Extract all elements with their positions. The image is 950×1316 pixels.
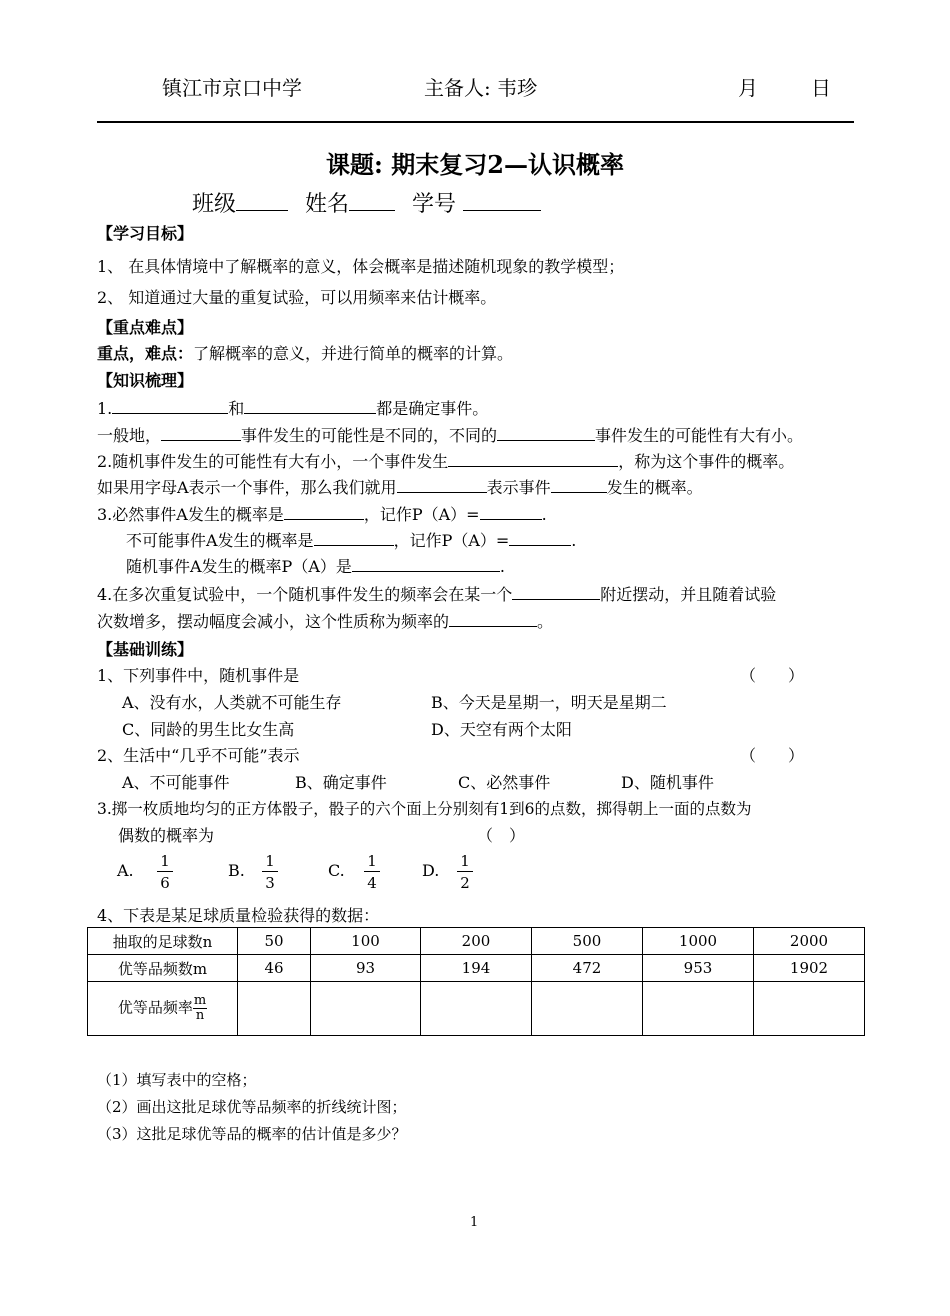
q3-fb-den: 3 — [265, 874, 275, 892]
m-cell: 194 — [421, 955, 532, 982]
k3a-text-a: 3.必然事件A发生的概率是 — [97, 505, 284, 524]
k1-blank-2[interactable] — [244, 397, 376, 414]
school-name: 镇江市京口中学 — [162, 76, 302, 100]
q1-option-b: B、今天是星期一，明天是星期二 — [431, 693, 667, 712]
k3b-text-c: . — [571, 531, 577, 550]
q3-fc-num: 1 — [364, 851, 380, 872]
row-label-frequency — [88, 982, 238, 1036]
frac-m: m — [193, 993, 207, 1008]
q3-fd-den: 2 — [460, 874, 470, 892]
k2b-text-b: 表示事件 — [486, 478, 551, 497]
table-row-m — [88, 955, 865, 982]
m-cell: 46 — [238, 955, 311, 982]
q4-stem: 4、下表是某足球质量检验获得的数据： — [97, 906, 380, 925]
row-label-n: 抽取的足球数n — [88, 928, 238, 955]
frequency-blank-cell[interactable] — [311, 982, 421, 1036]
q1-option-a: A、没有水，人类就不可能生存 — [122, 693, 342, 712]
key-line — [97, 341, 513, 364]
knowledge-3b — [126, 528, 576, 551]
key-label: 重点，难点： — [97, 344, 194, 363]
goal-1: 1、 在具体情境中了解概率的意义，体会概率是描述随机现象的教学模型； — [97, 257, 625, 276]
k1-blank-1[interactable] — [112, 397, 228, 414]
k2-blank[interactable] — [448, 450, 618, 467]
table-row-n — [88, 928, 865, 955]
n-cell: 100 — [311, 928, 421, 955]
q3-option-b: B. — [228, 861, 245, 880]
q4-task-2: （2）画出这批足球优等品频率的折线统计图； — [97, 1098, 407, 1116]
n-cell: 1000 — [643, 928, 754, 955]
goal-2: 2、 知道通过大量的重复试验，可以用频率来估计概率。 — [97, 288, 497, 307]
section-goals: 【学习目标】 — [97, 224, 194, 243]
q3-stem-1: 3.掷一枚质地均匀的正方体骰子，骰子的六个面上分别刻有1到6的点数，掷得朝上一面的点数为 — [97, 800, 752, 818]
q1-option-c: C、同龄的男生比女生高 — [122, 720, 295, 739]
k4b-text-a: 次数增多，摆动幅度会减小，这个性质称为频率的 — [97, 612, 450, 631]
q3-option-c: C. — [328, 861, 345, 880]
name-label: 姓名 — [305, 192, 350, 217]
q4-task-3: （3）这批足球优等品的概率的估计值是多少？ — [97, 1125, 407, 1143]
k1b-text-b: 事件发生的可能性是不同的，不同的 — [241, 426, 498, 445]
frequency-blank-cell[interactable] — [754, 982, 865, 1036]
frequency-blank-cell[interactable] — [238, 982, 311, 1036]
page-title: 课题: 期末复习2—认识概率 — [326, 150, 624, 179]
k2b-text-a: 如果用字母A表示一个事件，那么我们就用 — [97, 478, 397, 497]
m-cell: 93 — [311, 955, 421, 982]
n-cell: 50 — [238, 928, 311, 955]
name-blank[interactable] — [349, 188, 395, 211]
k4b-text-b: 。 — [537, 612, 554, 631]
k2b-text-c: 发生的概率。 — [606, 478, 703, 497]
k4a-text-a: 4.在多次重复试验中，一个随机事件发生的频率会在某一个 — [97, 585, 513, 604]
k1-text-c: 都是确定事件。 — [376, 399, 489, 418]
m-cell: 953 — [643, 955, 754, 982]
q1-answer-paren[interactable]: （ ） — [740, 666, 805, 685]
frac-n: n — [195, 1008, 205, 1023]
knowledge-1b — [97, 423, 803, 446]
id-blank[interactable] — [463, 188, 541, 211]
k3c-text-a: 随机事件A发生的概率P（A）是 — [126, 557, 352, 576]
q2-option-b: B、确定事件 — [295, 773, 387, 792]
q3-fraction-c — [364, 851, 380, 894]
football-data-table — [87, 927, 865, 1036]
frequency-label: 优等品频率 — [117, 998, 193, 1017]
m-cell: 472 — [532, 955, 643, 982]
q4-task-1: （1）填写表中的空格； — [97, 1071, 257, 1089]
q2-stem: 2、生活中“几乎不可能”表示 — [97, 746, 300, 765]
k3b-blank-1[interactable] — [314, 529, 394, 546]
header-rule — [97, 121, 854, 123]
m-over-n-fraction — [193, 994, 207, 1023]
q3-fd-num: 1 — [457, 851, 473, 872]
m-cell: 1902 — [754, 955, 865, 982]
knowledge-2 — [97, 449, 794, 472]
q1-stem: 1、下列事件中，随机事件是 — [97, 666, 300, 685]
k1-text-a: 1. — [97, 399, 113, 418]
k3b-blank-2[interactable] — [509, 529, 571, 546]
q2-option-c: C、必然事件 — [458, 773, 551, 792]
q3-option-d: D. — [422, 861, 440, 880]
frequency-blank-cell[interactable] — [421, 982, 532, 1036]
preparer: 主备人: 韦珍 — [424, 76, 538, 100]
k3a-text-c: . — [541, 505, 547, 524]
q1-option-d: D、天空有两个太阳 — [431, 720, 572, 739]
k4a-blank[interactable] — [512, 583, 600, 600]
n-cell: 500 — [532, 928, 643, 955]
k4a-text-b: 附近摆动，并且随着试验 — [600, 585, 777, 604]
month-label: 月 — [738, 76, 758, 100]
student-info — [192, 187, 541, 218]
q3-fb-num: 1 — [262, 851, 278, 872]
k1b-blank-2[interactable] — [497, 424, 595, 441]
q3-stem-2: 偶数的概率为 — [118, 826, 215, 845]
q3-fa-den: 6 — [160, 874, 170, 892]
k2-text-a: 2.随机事件发生的可能性有大有小，一个事件发生 — [97, 452, 449, 471]
k2b-blank-2[interactable] — [551, 476, 607, 493]
q3-fraction-a — [157, 851, 173, 894]
knowledge-4a — [97, 582, 776, 605]
row-label-m: 优等品频数m — [88, 955, 238, 982]
knowledge-3a — [97, 502, 547, 525]
q3-fraction-b — [262, 851, 278, 894]
class-label: 班级 — [192, 192, 237, 217]
k2-text-b: ，称为这个事件的概率。 — [618, 452, 795, 471]
page-number: 1 — [470, 1215, 479, 1230]
n-cell: 2000 — [754, 928, 865, 955]
q2-option-d: D、随机事件 — [621, 773, 714, 792]
knowledge-2b — [97, 475, 703, 498]
class-blank[interactable] — [236, 188, 288, 211]
section-knowledge: 【知识梳理】 — [97, 371, 194, 390]
k3a-blank-1[interactable] — [284, 503, 364, 520]
k3c-blank[interactable] — [352, 555, 500, 572]
key-text: 了解概率的意义，并进行简单的概率的计算。 — [193, 344, 514, 363]
k1-text-b: 和 — [228, 399, 245, 418]
k3a-text-b: ，记作P（A）= — [363, 505, 480, 524]
k4b-blank[interactable] — [449, 610, 537, 627]
frequency-blank-cell[interactable] — [643, 982, 754, 1036]
q3-fa-num: 1 — [157, 851, 173, 872]
knowledge-3c — [126, 554, 505, 577]
k3a-blank-2[interactable] — [480, 503, 542, 520]
q3-option-a: A. — [117, 861, 134, 880]
section-basic: 【基础训练】 — [97, 640, 194, 659]
knowledge-1 — [97, 396, 488, 419]
id-label: 学号 — [412, 192, 457, 217]
k3b-text-a: 不可能事件A发生的概率是 — [126, 531, 314, 550]
q3-answer-paren[interactable]: （ ） — [477, 826, 526, 845]
k1b-blank-1[interactable] — [161, 424, 241, 441]
q2-answer-paren[interactable]: （ ） — [740, 746, 805, 765]
k3b-text-b: ，记作P（A）= — [393, 531, 510, 550]
table-row-frequency — [88, 982, 865, 1036]
k3c-text-b: . — [499, 557, 505, 576]
n-cell: 200 — [421, 928, 532, 955]
k1b-text-a: 一般地， — [97, 426, 162, 445]
k1b-text-c: 事件发生的可能性有大有小。 — [595, 426, 804, 445]
frequency-blank-cell[interactable] — [532, 982, 643, 1036]
knowledge-4b — [97, 609, 553, 632]
q2-option-a: A、不可能事件 — [122, 773, 230, 792]
q3-fc-den: 4 — [367, 874, 377, 892]
k2b-blank-1[interactable] — [397, 476, 487, 493]
section-key: 【重点难点】 — [97, 318, 194, 337]
q3-fraction-d — [457, 851, 473, 894]
day-label: 日 — [811, 76, 831, 100]
